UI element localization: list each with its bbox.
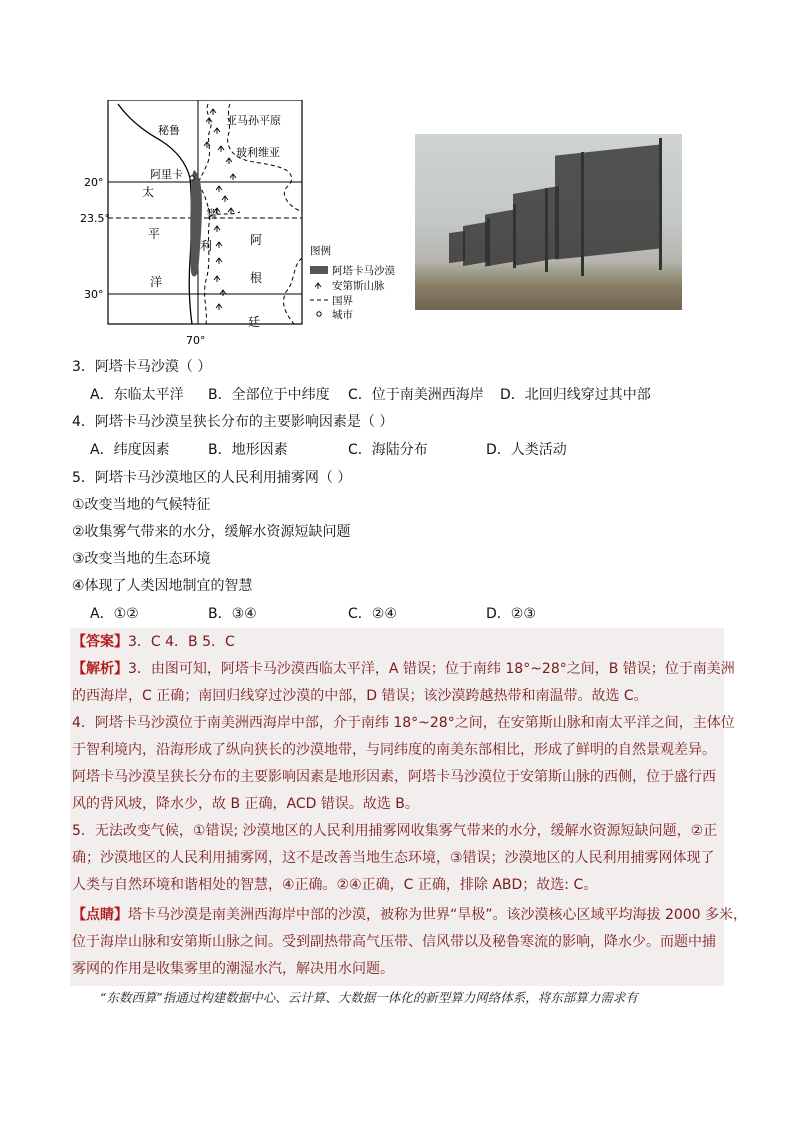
analysis-tag: 【解析】 — [72, 661, 128, 677]
q5-statement-2: ②收集雾气带来的水分，缓解水资源短缺问题 — [72, 524, 351, 540]
analysis-line-6: 风的背风坡，降水少，故 B 正确，ACD 错误。故选 B。 — [72, 796, 419, 812]
legend-border: 国界 — [332, 295, 353, 307]
map-frame — [108, 100, 302, 324]
fog-net-panel — [449, 231, 465, 263]
q5-option-a: A．①② — [90, 606, 139, 622]
arica-city-marker — [190, 176, 194, 180]
fog-net-panel — [463, 222, 487, 266]
label-gen: 根 — [250, 271, 263, 285]
q4-option-a: A．纬度因素 — [90, 442, 170, 458]
lat-30-label: 30° — [84, 288, 104, 301]
q5-stem: 5．阿塔卡马沙漠地区的人民利用捕雾网（ ） — [72, 470, 352, 486]
q5-statement-4: ④体现了人类因地制宜的智慧 — [72, 578, 253, 594]
analysis-line-3: 4．阿塔卡马沙漠位于南美洲西海岸中部，介于南纬 18°~28°之间，在安第斯山脉和南太平洋之间，主体位 — [72, 715, 735, 731]
legend-city-icon — [317, 312, 321, 316]
lat-23-5-label: 23.5° — [80, 212, 110, 225]
label-yang: 洋 — [150, 275, 163, 289]
analysis-line-9: 人类与自然环境和谐相处的智慧，④正确。②④正确，C 正确，排除 ABD；故选: C。 — [72, 877, 598, 893]
tip-tag: 【点睛】 — [72, 907, 128, 923]
legend-desert-swatch — [310, 266, 328, 274]
map-legend — [310, 244, 395, 321]
analysis-text: 3．由图可知，阿塔卡马沙漠西临太平洋，A 错误；位于南纬 18°~28°之间，B 错误；位于南美洲 — [128, 661, 735, 677]
label-zhi: 智 — [206, 207, 219, 221]
q3-option-a: A．东临太平洋 — [90, 387, 184, 403]
tip-line-2: 位于海岸山脉和安第斯山脉之间。受到副热带高气压带、信风带以及秘鲁寒流的影响，降水少。而题中捕 — [72, 934, 716, 950]
atacama-map — [80, 100, 410, 350]
analysis-line-4: 于智利境内，沿海形成了纵向狭长的沙漠地带，与同纬度的南美东部相比，形成了鲜明的自然景观差异。 — [72, 742, 716, 758]
q4-stem: 4．阿塔卡马沙漠呈狭长分布的主要影响因素是（ ） — [72, 414, 394, 430]
q5-statement-3: ③改变当地的生态环境 — [72, 551, 211, 567]
q5-option-d: D．②③ — [486, 606, 536, 622]
tip-line-1 — [72, 906, 747, 924]
label-tai: 太 — [142, 185, 155, 199]
answer-text: 3．C 4．B 5．C — [128, 634, 235, 650]
analysis-line-8: 确；沙漠地区的人民利用捕雾网，这不是改善当地生态环境，③错误；沙漠地区的人民利用捕雾网体现了 — [72, 850, 715, 866]
label-arica: 阿里卡 — [150, 168, 183, 181]
answer-line — [72, 633, 235, 651]
legend-city: 城市 — [332, 309, 353, 321]
q3-option-b: B．全部位于中纬度 — [208, 387, 330, 403]
lon-70-label: 70° — [186, 334, 206, 347]
label-li: 利 — [200, 239, 213, 253]
q4-option-d: D．人类活动 — [486, 442, 567, 458]
fog-net-post — [487, 218, 490, 266]
label-bolivia: 玻利维亚 — [236, 146, 280, 159]
analysis-line-1 — [72, 660, 735, 678]
label-a: 阿 — [250, 233, 263, 247]
q4-option-c: C．海陆分布 — [348, 442, 428, 458]
fog-net-panel — [555, 144, 661, 259]
legend-desert: 阿塔卡马沙漠 — [332, 265, 395, 277]
tip-line-3: 雾网的作用是收集雾里的潮湿水汽，解决用水问题。 — [72, 961, 394, 977]
legend-andes: 安第斯山脉 — [332, 280, 385, 292]
legend-andes-icon — [315, 283, 321, 289]
tip-text: 塔卡马沙漠是南美洲西海岸中部的沙漠，被称为世界“旱极”。该沙漠核心区域平均海拔 2000 多米， — [128, 907, 748, 923]
lat-20-label: 20° — [84, 176, 104, 189]
label-peru: 秘鲁 — [158, 124, 180, 137]
analysis-line-5: 阿塔卡马沙漠呈狭长分布的主要影响因素是地形因素，阿塔卡马沙漠位于安第斯山脉的西侧，位于盛行西 — [72, 769, 716, 785]
answer-tag: 【答案】 — [72, 634, 128, 650]
q3-stem: 3．阿塔卡马沙漠（ ） — [72, 359, 212, 375]
next-passage-text: “东数西算”指通过构建数据中心、云计算、大数据一体化的新型算力网络体系，将东部算力需求有 — [100, 990, 638, 1005]
fog-net-photo — [415, 134, 682, 310]
analysis-line-7: 5．无法改变气候，①错误; 沙漠地区的人民利用捕雾网收集雾气带来的水分，缓解水资源短缺问题，②正 — [72, 823, 718, 839]
q4-option-b: B．地形因素 — [208, 442, 288, 458]
q3-option-c: C．位于南美洲西海岸 — [348, 387, 484, 403]
legend-title: 图例 — [310, 245, 331, 257]
fog-net-panel — [513, 186, 559, 266]
fog-net-post — [581, 152, 584, 276]
q5-statement-1: ①改变当地的气候特征 — [72, 497, 211, 513]
label-ping: 平 — [148, 227, 161, 241]
q5-option-c: C．②④ — [348, 606, 397, 622]
label-ting: 廷 — [248, 315, 261, 329]
q5-option-b: B．③④ — [208, 606, 257, 622]
fog-net-post — [659, 138, 662, 270]
label-amazon: 亚马孙平原 — [226, 114, 281, 127]
q3-option-d: D．北回归线穿过其中部 — [500, 387, 651, 403]
fog-net-post — [545, 188, 548, 272]
fog-net-post — [513, 204, 516, 268]
analysis-line-2: 的西海岸，C 正确；南回归线穿过沙漠的中部，D 错误；该沙漠跨越热带和南温带。故选 C。 — [72, 688, 648, 704]
